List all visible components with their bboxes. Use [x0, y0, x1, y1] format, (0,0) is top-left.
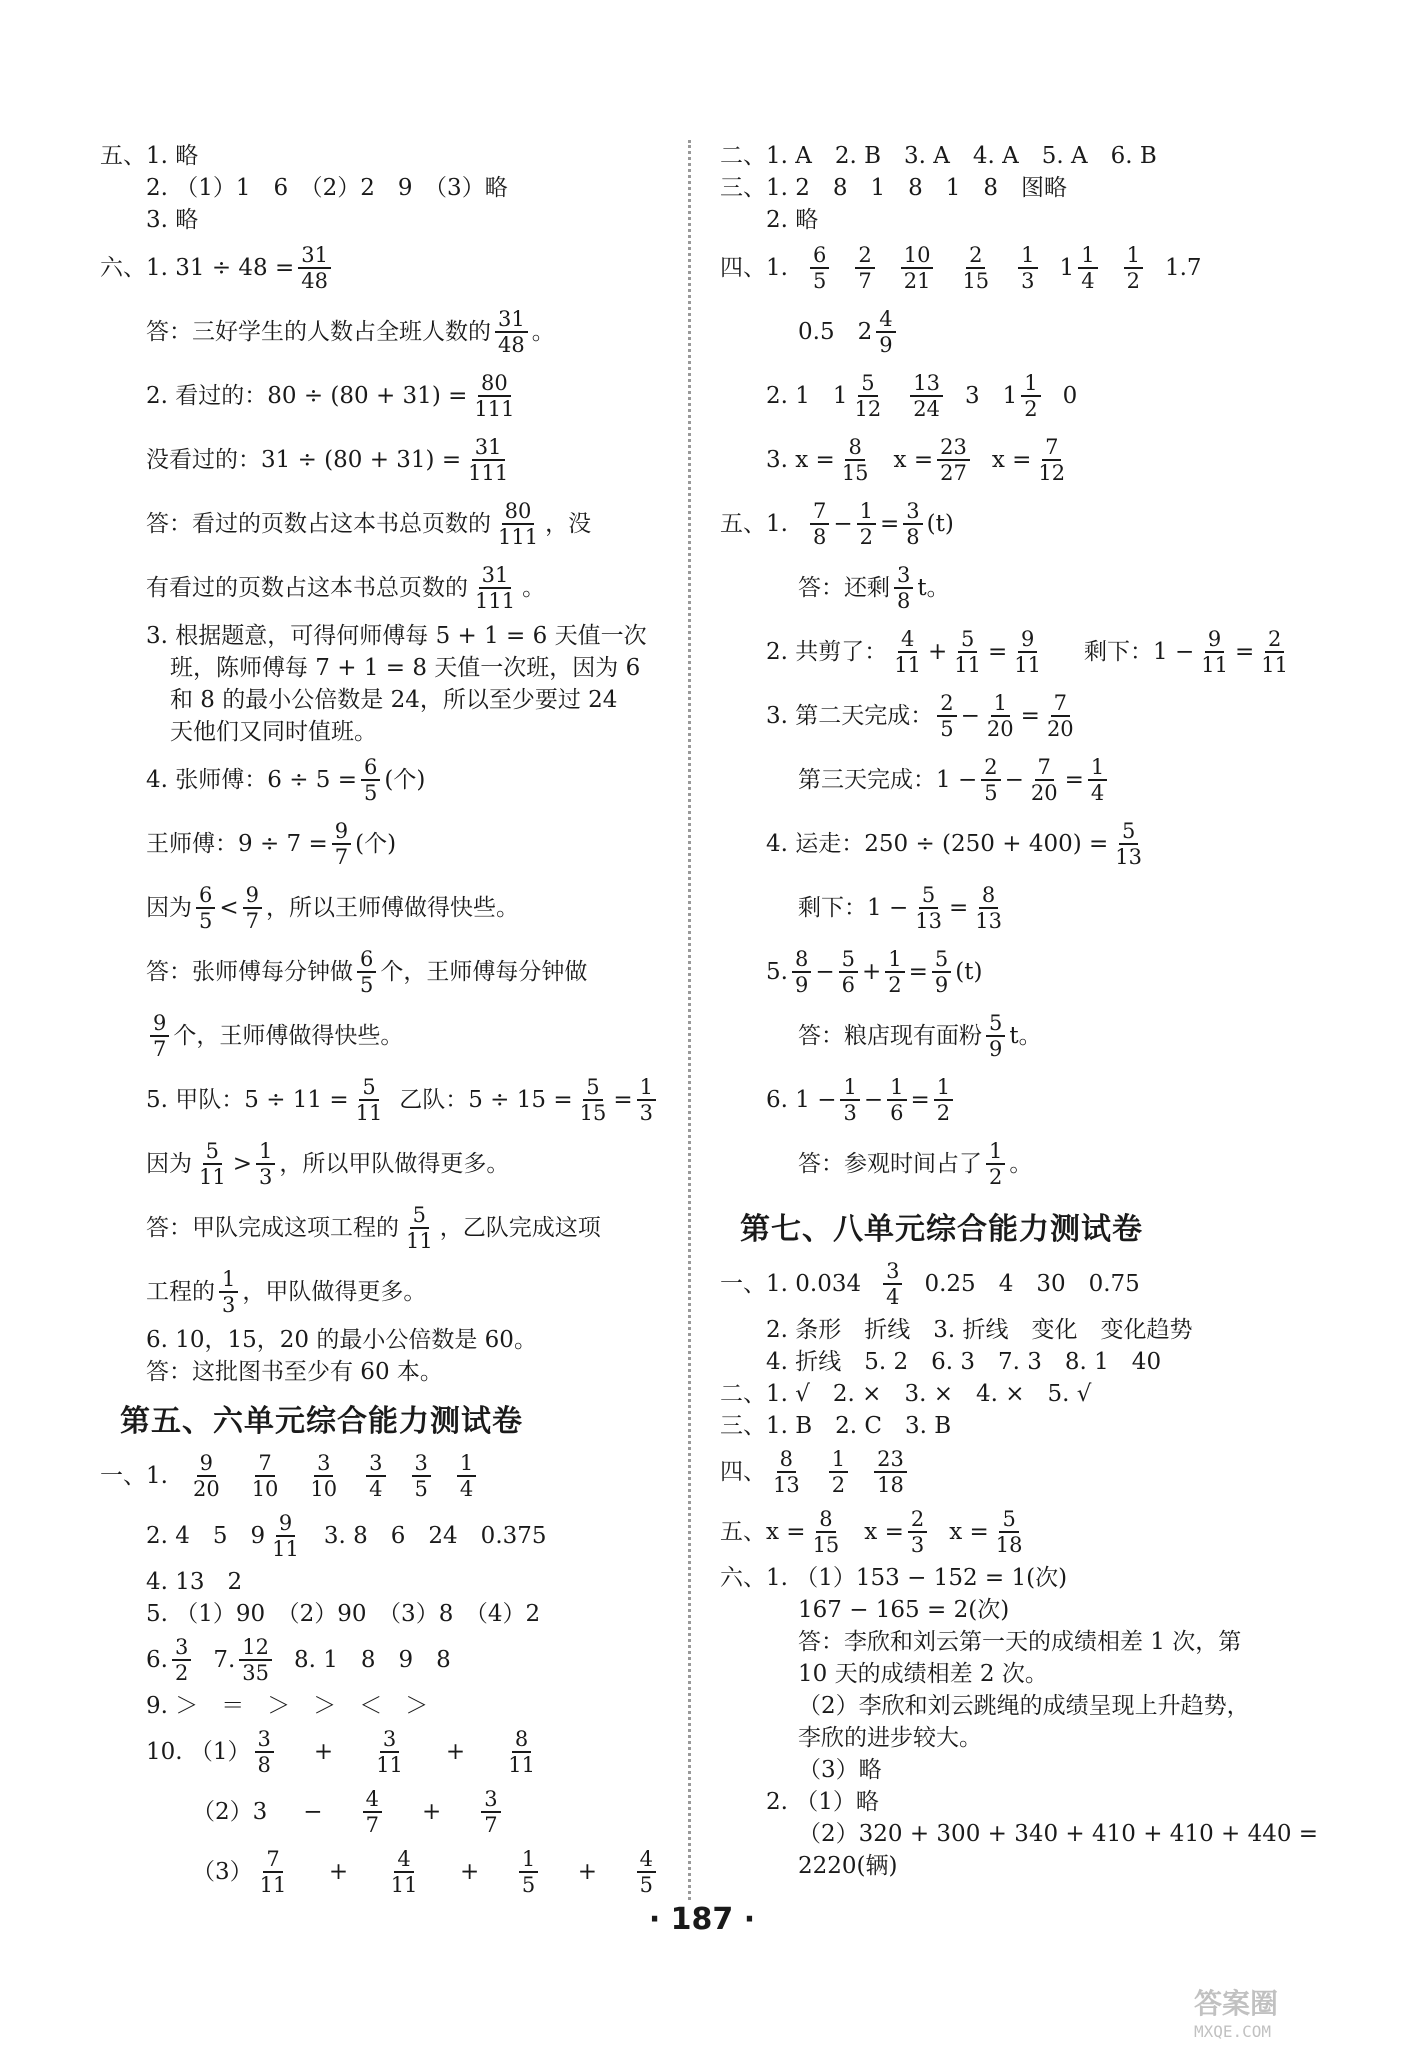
- fraction: $\frac{8}{11}$: [508, 1727, 535, 1777]
- answer-line: 3. x = $\frac{8}{15}$ x = $\frac{23}{27}$ x = $\frac{7}{12}$: [720, 428, 1300, 492]
- answer-line: 5. 甲队：5 ÷ 11 = $\frac{5}{11}$ 乙队：5 ÷ 15 = $\frac{5}{15}$ = $\frac{1}{3}$: [100, 1068, 660, 1132]
- answer-line: 2220(辆): [798, 1853, 898, 1879]
- page-number: · 187 ·: [648, 1902, 756, 1937]
- answer-line: 3. 根据题意，可得何师傅每 5 + 1 = 6 天值一次: [146, 623, 647, 649]
- answer-line: 没看过的：31 ÷ (80 + 31) = $\frac{31}{111}$: [100, 428, 660, 492]
- fraction: $\frac{6}{5}$: [357, 947, 376, 997]
- answer-line: 2. 1 1 $\frac{5}{12}$ $\frac{13}{24}$ 3 1 $\frac{1}{2}$ 0: [766, 371, 1078, 421]
- answer-line: 五、1. $\frac{7}{8}$ − $\frac{1}{2}$ = $\frac{3}{8}$ (t): [720, 499, 954, 549]
- fraction: $\frac{80}{111}$: [498, 499, 539, 549]
- answer-line: 答：看过的页数占这本书总页数的 $\frac{80}{111}$ ，没: [146, 499, 592, 549]
- answer-line: 4. 张师傅：6 ÷ 5 = $\frac{6}{5}$ (个): [146, 755, 426, 805]
- answer-line: 答：三好学生的人数占全班人数的 $\frac{31}{48}$ 。: [146, 307, 555, 357]
- fraction: $\frac{3}{4}$: [366, 1451, 385, 1501]
- fraction: $\frac{1}{4}$: [1088, 755, 1107, 805]
- section-title: 第五、六单元综合能力测试卷: [120, 1404, 523, 1439]
- watermark-logo: 答案圈 MXQE.COM: [1194, 1987, 1279, 2041]
- fraction: $\frac{1}{3}$: [256, 1139, 275, 1189]
- fraction: $\frac{1}{6}$: [887, 1075, 906, 1125]
- answer-line: 10. （1） $\frac{3}{8}$ + $\frac{3}{11}$ + $\frac{8}{11}$: [100, 1722, 660, 1782]
- answer-line: 李欣的进步较大。: [798, 1725, 982, 1751]
- fraction: $\frac{3}{10}$: [310, 1451, 338, 1501]
- answer-line: 答：这批图书至少有 60 本。: [146, 1359, 443, 1385]
- fraction: $\frac{1}{5}$: [519, 1847, 538, 1897]
- fraction: $\frac{7}{11}$: [259, 1847, 287, 1897]
- fraction: $\frac{9}{20}$: [192, 1451, 220, 1501]
- fraction: $\frac{5}{11}$: [954, 627, 982, 677]
- fraction: $\frac{7}{8}$: [810, 499, 829, 549]
- fraction: $\frac{31}{111}$: [475, 563, 516, 613]
- answer-line: 三、1. B 2. C 3. B: [720, 1413, 952, 1439]
- fraction: $\frac{4}{5}$: [637, 1847, 656, 1897]
- answer-line: 0.5 2 $\frac{4}{9}$: [720, 300, 1300, 364]
- fraction: $\frac{23}{27}$: [937, 435, 970, 485]
- answer-line: 5. $\frac{8}{9}$ − $\frac{5}{6}$ + $\frac{1}{2}$ = $\frac{5}{9}$ (t): [766, 947, 983, 997]
- fraction: $\frac{5}{13}$: [1115, 819, 1143, 869]
- answer-line: 工程的 $\frac{1}{3}$ ，甲队做得更多。: [146, 1267, 427, 1317]
- answer-line: 六、1. （1）153 − 152 = 1(次): [720, 1565, 1068, 1591]
- answer-line: 五、x = $\frac{8}{15}$ x = $\frac{2}{3}$ x = $\frac{5}{18}$: [720, 1502, 1300, 1562]
- fraction: $\frac{2}{11}$: [1261, 627, 1288, 677]
- fraction: $\frac{7}{12}$: [1038, 435, 1066, 485]
- answer-line: 三、1. 2 8 1 8 1 8 图略: [720, 175, 1068, 201]
- answer-line: $\frac{9}{7}$ 个，王师傅做得快些。: [100, 1004, 660, 1068]
- fraction: $\frac{1}{4}$: [1078, 243, 1097, 293]
- fraction: $\frac{1}{3}$: [1018, 243, 1037, 293]
- answer-line: 答：张师傅每分钟做 $\frac{6}{5}$ 个，王师傅每分钟做: [146, 947, 588, 997]
- fraction: $\frac{3}{8}$: [903, 499, 922, 549]
- fraction: $\frac{10}{21}$: [901, 243, 934, 293]
- fraction: $\frac{6}{5}$: [196, 883, 215, 933]
- fraction: $\frac{3}{11}$: [376, 1727, 403, 1777]
- answer-line: 2. （1）1 6 （2）2 9 （3）略: [146, 175, 508, 201]
- fraction: $\frac{8}{13}$: [975, 883, 1002, 933]
- answer-line: 六、1. 31 ÷ 48 = $\frac{31}{48}$: [100, 236, 660, 300]
- fraction: $\frac{1}{2}$: [829, 1447, 848, 1497]
- fraction: $\frac{3}{7}$: [481, 1787, 500, 1837]
- fraction: $\frac{2}{15}$: [962, 243, 990, 293]
- answer-line: 2. 条形 折线 3. 折线 变化 变化趋势: [766, 1317, 1193, 1343]
- fraction: $\frac{1}{3}$: [637, 1075, 656, 1125]
- answer-line: 2. （1）略: [766, 1789, 879, 1815]
- fraction: $\frac{4}{7}$: [363, 1787, 382, 1837]
- answer-line: 167 − 165 = 2(次): [798, 1597, 1010, 1623]
- answer-line: 6. 10，15，20 的最小公倍数是 60。: [146, 1327, 537, 1353]
- answer-line: 答：粮店现有面粉 $\frac{5}{9}$ t。: [798, 1011, 1042, 1061]
- fraction: $\frac{23}{18}$: [874, 1447, 907, 1497]
- answer-line: （2）320 + 300 + 340 + 410 + 410 + 440 =: [798, 1821, 1319, 1847]
- fraction: $\frac{4}{9}$: [876, 307, 895, 357]
- fraction: $\frac{5}{9}$: [932, 947, 951, 997]
- fraction: $\frac{9}{7}$: [150, 1011, 169, 1061]
- fraction: $\frac{3}{4}$: [883, 1259, 902, 1309]
- answer-line: 剩下：1 − $\frac{5}{13}$ = $\frac{8}{13}$: [720, 876, 1300, 940]
- fraction: $\frac{5}{11}$: [406, 1203, 433, 1253]
- fraction: $\frac{31}{111}$: [468, 435, 509, 485]
- fraction: $\frac{5}{13}$: [915, 883, 942, 933]
- fraction: $\frac{1}{20}$: [986, 691, 1014, 741]
- fraction: $\frac{2}{7}$: [855, 243, 874, 293]
- fraction: $\frac{3}{8}$: [894, 563, 913, 613]
- fraction: $\frac{9}{7}$: [243, 883, 262, 933]
- answer-line: 6. $\frac{3}{2}$ 7. $\frac{12}{35}$ 8. 1 8 9 8: [146, 1635, 451, 1685]
- fraction: $\frac{5}{15}$: [579, 1075, 607, 1125]
- fraction: $\frac{3}{5}$: [412, 1451, 431, 1501]
- answer-line: 5. （1）90 （2）90 （3）8 （4）2: [146, 1601, 541, 1627]
- answer-line: （3）略: [798, 1757, 882, 1783]
- fraction: $\frac{8}{13}$: [773, 1447, 800, 1497]
- answer-line: 王师傅：9 ÷ 7 = $\frac{9}{7}$ (个): [146, 819, 397, 869]
- fraction: $\frac{3}{2}$: [172, 1635, 191, 1685]
- answer-line: 因为 $\frac{6}{5}$ < $\frac{9}{7}$ ，所以王师傅做得快些。: [146, 883, 520, 933]
- section-title: 第七、八单元综合能力测试卷: [740, 1212, 1143, 1247]
- fraction: $\frac{31}{48}$: [495, 307, 528, 357]
- fraction: $\frac{8}{15}$: [812, 1507, 840, 1557]
- answer-line: 有看过的页数占这本书总页数的 $\frac{31}{111}$ 。: [146, 563, 546, 613]
- fraction: $\frac{5}{9}$: [986, 1011, 1005, 1061]
- fraction: $\frac{9}{11}$: [272, 1511, 299, 1561]
- fraction: $\frac{5}{12}$: [854, 371, 882, 421]
- answer-line: 一、1. $\frac{9}{20}$ $\frac{7}{10}$ $\frac{3}{10}$ $\frac{3}{4}$ $\frac{3}{5}$ $\frac{1}{4}$: [100, 1446, 660, 1506]
- fraction: $\frac{5}{11}$: [355, 1075, 383, 1125]
- answer-line: 2. 共剪了： $\frac{4}{11}$ + $\frac{5}{11}$ = $\frac{9}{11}$ 剩下：1 − $\frac{9}{11}$ = $\frac{2}{11}$: [720, 620, 1300, 684]
- answer-line: 四、1. $\frac{6}{5}$ $\frac{2}{7}$ $\frac{10}{21}$ $\frac{2}{15}$ $\frac{1}{3}$ 1 $\frac{1}{4}$ $\frac{1}{2}$ 1.7: [720, 243, 1202, 293]
- column-divider: [688, 140, 691, 1900]
- answer-line: 答：参观时间占了 $\frac{1}{2}$ 。: [798, 1139, 1033, 1189]
- fraction: $\frac{6}{5}$: [810, 243, 829, 293]
- answer-line: 二、1. √ 2. × 3. × 4. × 5. √: [720, 1381, 1092, 1407]
- answer-line: 4. 运走：250 ÷ (250 + 400) = $\frac{5}{13}$: [720, 812, 1300, 876]
- answer-line: （2）3 − $\frac{4}{7}$ + $\frac{3}{7}$: [100, 1782, 660, 1842]
- fraction: $\frac{5}{18}$: [995, 1507, 1023, 1557]
- answer-line: 2. 4 5 9 $\frac{9}{11}$ 3. 8 6 24 0.375: [146, 1511, 547, 1561]
- answer-line: 3. 第二天完成： $\frac{2}{5}$ − $\frac{1}{20}$ = $\frac{7}{20}$: [720, 684, 1300, 748]
- answer-line: 答：甲队完成这项工程的 $\frac{5}{11}$ ，乙队完成这项: [146, 1203, 601, 1253]
- left-column: [100, 140, 660, 1902]
- answer-line: 4. 13 2: [146, 1569, 243, 1595]
- fraction: $\frac{4}{11}$: [390, 1847, 418, 1897]
- fraction: $\frac{1}{2}$: [986, 1139, 1005, 1189]
- answer-line: 天他们又同时值班。: [170, 719, 377, 745]
- answer-line: 班，陈师傅每 7 + 1 = 8 天值一次班，因为 6: [170, 655, 641, 681]
- fraction: $\frac{8}{15}$: [841, 435, 869, 485]
- fraction: $\frac{1}{4}$: [457, 1451, 476, 1501]
- answer-line: 9. ＞ ＝ ＞ ＞ ＜ ＞: [146, 1693, 429, 1719]
- fraction: $\frac{1}{2}$: [857, 499, 876, 549]
- fraction: $\frac{8}{9}$: [792, 947, 811, 997]
- answer-line: 6. 1 − $\frac{1}{3}$ − $\frac{1}{6}$ = $\frac{1}{2}$: [720, 1068, 1300, 1132]
- fraction: $\frac{9}{11}$: [1201, 627, 1228, 677]
- answer-line: 2. 看过的：80 ÷ (80 + 31) = $\frac{80}{111}$: [100, 364, 660, 428]
- fraction: $\frac{6}{5}$: [361, 755, 380, 805]
- fraction: $\frac{1}{2}$: [934, 1075, 953, 1125]
- answer-line: 和 8 的最小公倍数是 24，所以至少要过 24: [170, 687, 618, 713]
- fraction: $\frac{4}{11}$: [894, 627, 921, 677]
- answer-line: 一、1. 0.034 $\frac{3}{4}$ 0.25 4 30 0.75: [720, 1259, 1140, 1309]
- fraction: $\frac{13}{24}$: [910, 371, 943, 421]
- fraction: $\frac{2}{5}$: [937, 691, 956, 741]
- fraction: $\frac{9}{11}$: [1014, 627, 1042, 677]
- fraction: $\frac{31}{48}$: [298, 243, 331, 293]
- fraction: $\frac{7}{20}$: [1046, 691, 1074, 741]
- fraction: $\frac{7}{20}$: [1030, 755, 1058, 805]
- fraction: $\frac{3}{8}$: [255, 1727, 274, 1777]
- fraction: $\frac{5}{6}$: [839, 947, 858, 997]
- right-column: [720, 140, 1319, 1882]
- answer-line: 答：还剩 $\frac{3}{8}$ t。: [798, 563, 950, 613]
- fraction: $\frac{7}{10}$: [251, 1451, 279, 1501]
- fraction: $\frac{80}{111}$: [474, 371, 515, 421]
- answer-line: 答：李欣和刘云第一天的成绩相差 1 次，第: [798, 1629, 1242, 1655]
- fraction: $\frac{1}{2}$: [1021, 371, 1040, 421]
- answer-line: 4. 折线 5. 2 6. 3 7. 3 8. 1 40: [766, 1349, 1162, 1375]
- answer-line: 二、1. A 2. B 3. A 4. A 5. A 6. B: [720, 143, 1157, 169]
- answer-line: 10 天的成绩相差 2 次。: [798, 1661, 1048, 1687]
- fraction: $\frac{2}{5}$: [981, 755, 1000, 805]
- answer-line: 四、 $\frac{8}{13}$ $\frac{1}{2}$ $\frac{23}{18}$: [720, 1442, 1300, 1502]
- answer-line: 因为 $\frac{5}{11}$ > $\frac{1}{3}$ ，所以甲队做得更多。: [146, 1139, 510, 1189]
- answer-line: 2. 略: [766, 207, 819, 233]
- fraction: $\frac{12}{35}$: [239, 1635, 272, 1685]
- answer-line: 3. 略: [146, 207, 199, 233]
- fraction: $\frac{9}{7}$: [332, 819, 351, 869]
- fraction: $\frac{1}{3}$: [219, 1267, 238, 1317]
- fraction: $\frac{2}{3}$: [908, 1507, 927, 1557]
- answer-line: （2）李欣和刘云跳绳的成绩呈现上升趋势，: [798, 1693, 1250, 1719]
- answer-line: 第三天完成：1 − $\frac{2}{5}$ − $\frac{7}{20}$ = $\frac{1}{4}$: [720, 748, 1300, 812]
- fraction: $\frac{1}{2}$: [1124, 243, 1143, 293]
- fraction: $\frac{1}{3}$: [840, 1075, 859, 1125]
- fraction: $\frac{5}{11}$: [199, 1139, 226, 1189]
- answer-line: （3） $\frac{7}{11}$ + $\frac{4}{11}$ + $\frac{1}{5}$ + $\frac{4}{5}$: [100, 1842, 660, 1902]
- answer-line: 五、1. 略: [100, 143, 199, 169]
- fraction: $\frac{1}{2}$: [885, 947, 904, 997]
